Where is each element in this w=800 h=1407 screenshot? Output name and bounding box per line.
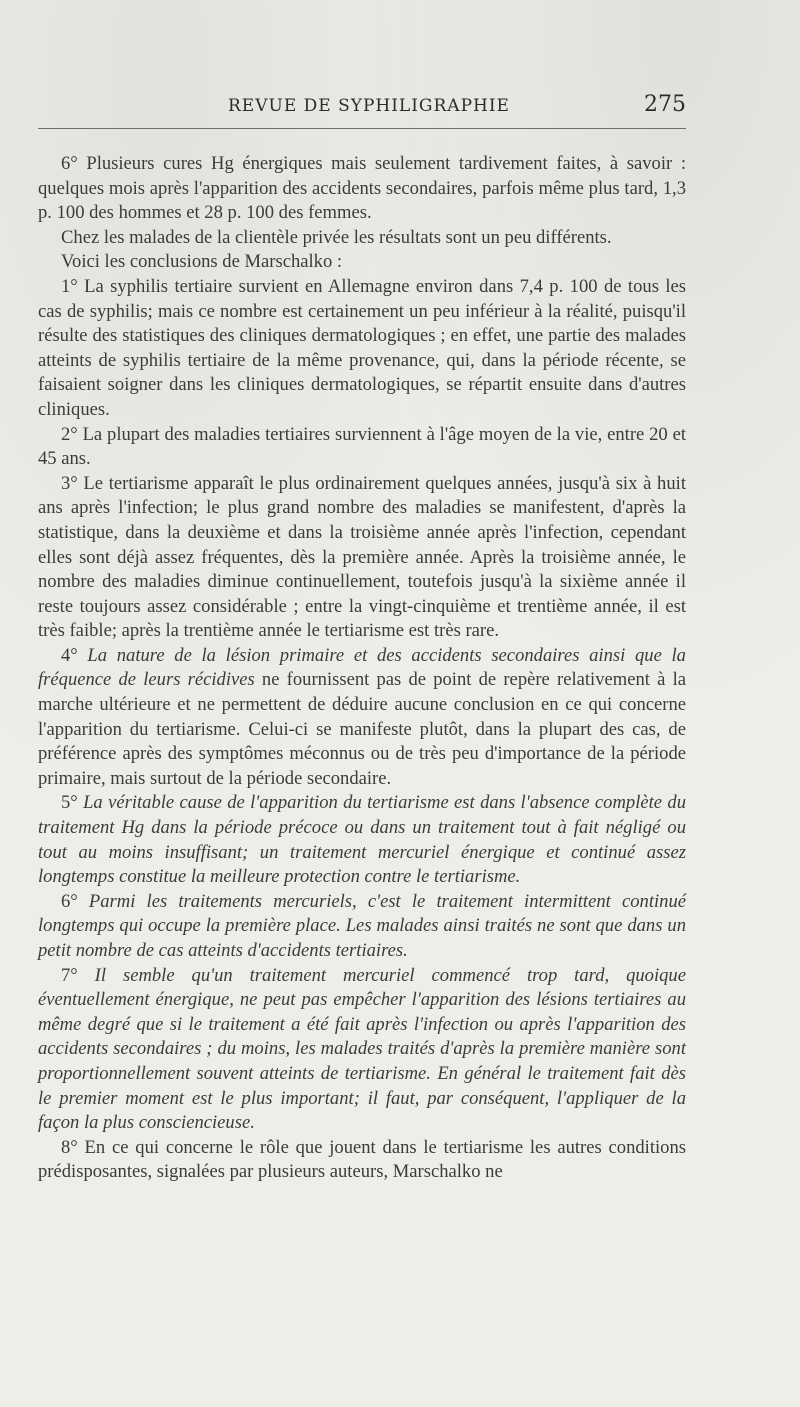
paragraph-conclusion-2: 2° La plupart des maladies tertiaires surviennent à l'âge moyen de la vie, entre 20 et 45 ans.: [38, 423, 686, 470]
conclusion-4-rest: ne fournissent pas de point de repère relativement à la marche ultérieure et ne permettent de déduire aucune conclusion en ce qui concerne l'apparition du tertiarisme. Celui-ci se manifeste plutôt, dans la plupart des cas, de préférence après des symptômes méconnus ou de très peu d'importance de la période primaire, mais surtout de la période secondaire.: [38, 669, 686, 789]
paragraph-conclusion-3: 3° Le tertiarisme apparaît le plus ordinairement quelques années, jusqu'à six à huit ans après l'infection; le plus grand nombre des maladies se manifestent, d'après la statistique, dans la deuxième et dans la troisième année après l'infection, cependant elles sont déjà assez fréquentes, dès la première année. Après la troisième année, le nombre des maladies diminue continuellement, toutefois jusqu'à la sixième année il reste toujours assez considérable ; entre la vingt-cinquième et trentième année, il est très faible; après la trentième année le tertiarisme est très rare.: [38, 472, 686, 642]
conclusion-7-number: 7°: [61, 964, 95, 986]
running-title: REVUE DE SYPHILIGRAPHIE: [228, 96, 510, 116]
conclusion-7-italic: Il semble qu'un traitement mercuriel commencé trop tard, quoique éventuellement énergique, ne peut pas empêcher l'apparition des lésions tertiaires au même degré que si le traitement a été fait après l'infection ou après l'apparition des accidents secondaires ; du moins, les malades traités d'après la première manière sont proportionnellement souvent atteints de tertiarisme. En général le traitement fait dès le premier moment est le plus important; il faut, par conséquent, l'appliquer de la façon la plus consciencieuse.: [38, 964, 686, 1134]
page-number: 275: [644, 92, 686, 117]
paragraph-conclusion-1: 1° La syphilis tertiaire survient en Allemagne environ dans 7,4 p. 100 de tous les cas de syphilis; mais ce nombre est certainement un peu inférieur à la réalité, puisqu'il résulte des statistiques des cliniques dermatologiques ; en effet, une partie des malades atteints de syphilis tertiaire de la même provenance, qui, dans la période récente, se faisaient soigner dans les cliniques dermatologiques, se répartit ensuite dans d'autres cliniques.: [38, 275, 686, 420]
header-rule: [38, 128, 686, 129]
paragraph-clientele-privee: Chez les malades de la clientèle privée les résultats sont un peu différents.: [61, 226, 612, 248]
paragraph-conclusion-7: [38, 964, 686, 1136]
paragraph-conclusion-4: [38, 644, 686, 792]
conclusion-6-italic: Parmi les traitements mercuriels, c'est le traitement intermittent continué longtemps qui occupe la première place. Les malades ainsi traités ne sont que dans un petit nombre de cas atteints d'accidents tertiaires.: [38, 890, 687, 961]
conclusion-5-italic: La véritable cause de l'apparition du tertiarisme est dans l'absence complète du traitement Hg dans la période précoce ou dans un traitement tout à fait négligé ou tout au moins insuffisant; un traitement mercuriel énergique et continué assez longtemps constitue la meilleure protection contre le tertiarisme.: [38, 792, 686, 888]
conclusion-5-number: 5°: [61, 792, 84, 814]
paragraph-conclusion-6: [38, 890, 686, 964]
paragraph-conclusion-5: [38, 791, 686, 889]
conclusion-4-number: 4°: [61, 644, 88, 666]
conclusion-6-number: 6°: [61, 890, 89, 912]
paragraph-conclusions-intro: Voici les conclusions de Marschalko :: [61, 251, 343, 273]
paragraph-conclusion-8: 8° En ce qui concerne le rôle que jouent dans le tertiarisme les autres conditions prédisposantes, signalées par plusieurs auteurs, Marschalko ne: [38, 1136, 686, 1183]
conclusion-4-italic: La nature de la lésion primaire et des accidents secondaires ainsi que la fréquence de leurs récidives: [38, 644, 686, 691]
page-header: [38, 86, 686, 130]
article-body: [38, 152, 686, 1185]
paragraph-6-cures: 6° Plusieurs cures Hg énergiques mais seulement tardivement faites, à savoir : quelques mois après l'apparition des accidents secondaires, parfois même plus tard, 1,3 p. 100 des hommes et 28 p. 100 des femmes.: [38, 153, 686, 224]
